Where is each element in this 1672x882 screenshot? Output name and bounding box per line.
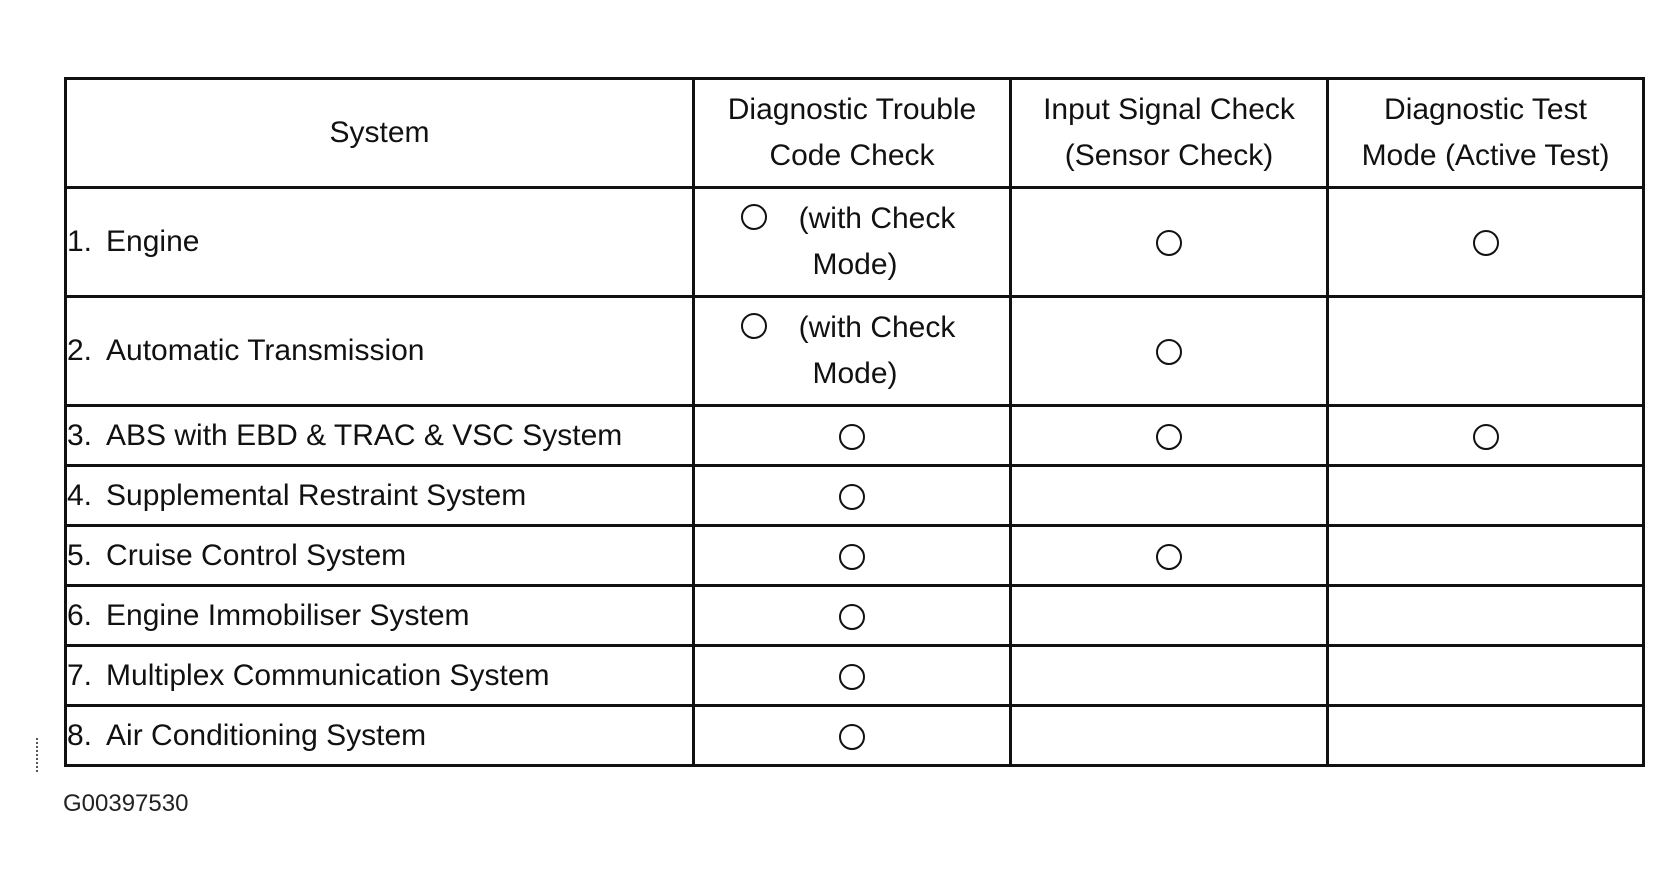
input-signal-check-cell (1011, 586, 1328, 646)
circle-icon (839, 484, 865, 510)
header-dtc-line1: Diagnostic Trouble (727, 93, 977, 126)
circle-icon (839, 604, 865, 630)
input-signal-check-cell (1011, 526, 1328, 586)
system-name: ABS with EBD & TRAC & VSC System (106, 418, 623, 452)
circle-icon (839, 424, 865, 450)
system-number: 5. (67, 538, 93, 572)
active-test-cell (1328, 646, 1644, 706)
active-test-cell (1328, 706, 1644, 766)
circle-icon (839, 664, 865, 690)
input-signal-check-cell (1011, 297, 1328, 406)
system-name: Engine (106, 225, 200, 258)
table-row (66, 706, 1644, 766)
figure-id: G00397530 (63, 790, 189, 817)
circle-icon (1156, 339, 1182, 365)
system-cell (66, 586, 694, 646)
system-name: Engine Immobiliser System (106, 598, 470, 632)
header-input-line1: Input Signal Check (1043, 93, 1295, 126)
check-mode-note-line1: (with Check (798, 202, 956, 235)
table-row (66, 526, 1644, 586)
system-cell (66, 646, 694, 706)
circle-icon (1473, 230, 1499, 256)
header-active-test (1328, 79, 1644, 188)
header-system (66, 79, 694, 188)
header-dtc-check (694, 79, 1011, 188)
table-row (66, 586, 1644, 646)
system-number: 2. (67, 334, 93, 367)
dtc-check-cell (694, 297, 1011, 406)
active-test-cell (1328, 188, 1644, 297)
input-signal-check-cell (1011, 406, 1328, 466)
header-input-signal-check (1011, 79, 1328, 188)
circle-icon (741, 313, 767, 339)
active-test-cell (1328, 406, 1644, 466)
dtc-check-cell (694, 406, 1011, 466)
active-test-cell (1328, 466, 1644, 526)
system-number: 7. (67, 658, 93, 692)
dtc-check-cell (694, 188, 1011, 297)
system-number: 8. (67, 718, 93, 752)
circle-icon (839, 544, 865, 570)
system-number: 3. (67, 418, 93, 452)
diagnostic-function-table (64, 77, 1645, 767)
header-system-label: System (329, 116, 430, 149)
system-number: 4. (67, 478, 93, 512)
system-name: Multiplex Communication System (106, 658, 550, 692)
system-cell (66, 466, 694, 526)
dtc-check-cell (694, 586, 1011, 646)
system-name: Cruise Control System (106, 538, 407, 572)
circle-icon (741, 204, 767, 230)
system-name: Supplemental Restraint System (106, 478, 527, 512)
check-mode-note-line1: (with Check (798, 311, 956, 344)
circle-icon (1156, 544, 1182, 570)
table-row (66, 646, 1644, 706)
header-active-line1: Diagnostic Test (1384, 93, 1587, 126)
system-number: 6. (67, 598, 93, 632)
table-row (66, 466, 1644, 526)
dtc-check-cell (694, 466, 1011, 526)
dtc-check-cell (694, 526, 1011, 586)
table-header-row (66, 79, 1644, 188)
input-signal-check-cell (1011, 646, 1328, 706)
dtc-check-cell (694, 706, 1011, 766)
circle-icon (839, 724, 865, 750)
system-cell (66, 526, 694, 586)
system-name: Air Conditioning System (106, 718, 427, 752)
system-cell (66, 297, 694, 406)
active-test-cell (1328, 297, 1644, 406)
table-row (66, 188, 1644, 297)
check-mode-note-line2: Mode) (812, 357, 898, 390)
system-number: 1. (67, 225, 93, 258)
circle-icon (1473, 424, 1499, 450)
check-mode-note-line2: Mode) (812, 248, 898, 281)
circle-icon (1156, 230, 1182, 256)
table-row (66, 297, 1644, 406)
dtc-check-cell (694, 646, 1011, 706)
system-cell (66, 706, 694, 766)
circle-icon (1156, 424, 1182, 450)
system-cell (66, 188, 694, 297)
header-active-line2: Mode (Active Test) (1361, 139, 1610, 172)
table-body (66, 188, 1644, 766)
system-name: Automatic Transmission (106, 334, 425, 367)
input-signal-check-cell (1011, 466, 1328, 526)
header-dtc-line2: Code Check (769, 139, 935, 172)
active-test-cell (1328, 586, 1644, 646)
table-row (66, 406, 1644, 466)
header-input-line2: (Sensor Check) (1064, 139, 1274, 172)
scan-edge-mark (36, 738, 40, 772)
system-cell (66, 406, 694, 466)
input-signal-check-cell (1011, 188, 1328, 297)
active-test-cell (1328, 526, 1644, 586)
input-signal-check-cell (1011, 706, 1328, 766)
